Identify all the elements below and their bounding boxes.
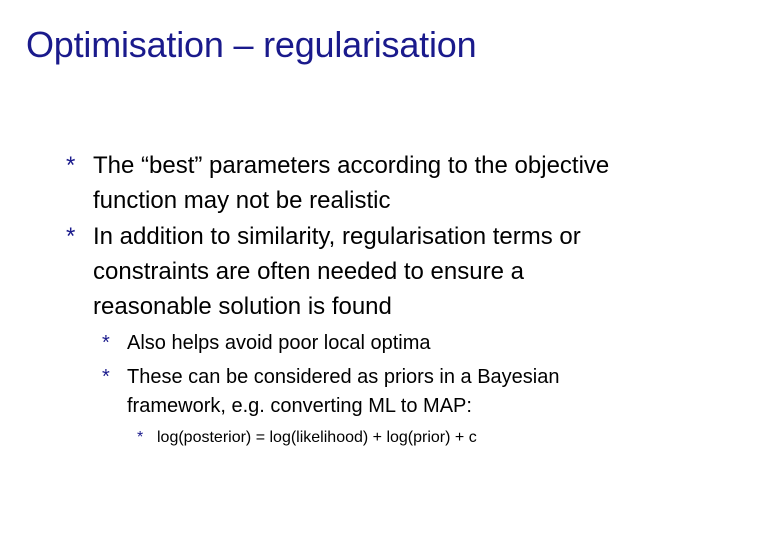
bullet-marker: *: [102, 366, 110, 388]
bullet-marker: *: [66, 152, 76, 179]
bullet-line: Also helps avoid poor local optima: [127, 332, 431, 354]
sub-sub-bullet-item: [137, 427, 697, 449]
bullet-line: These can be considered as priors in a Bayesian: [127, 366, 560, 388]
bullet-item: [66, 148, 726, 218]
bullet-marker: *: [137, 429, 144, 446]
slide-title: Optimisation – regularisation: [26, 24, 477, 65]
sub-bullet-text: [127, 363, 559, 421]
bullet-marker: *: [66, 223, 76, 250]
sub-bullet-item: [102, 363, 702, 421]
bullet-text: [93, 219, 581, 324]
bullet-line: function may not be realistic: [93, 187, 391, 214]
bullet-line: constraints are often needed to ensure a: [93, 258, 524, 285]
sub-bullet-item: [102, 329, 702, 358]
sub-bullet-text: [127, 329, 431, 358]
bullet-line: The “best” parameters according to the objective: [93, 152, 610, 179]
bullet-line: reasonable solution is found: [93, 293, 392, 320]
bullet-item: [66, 219, 726, 324]
sub-sub-bullet-text: [157, 427, 477, 449]
equation-line: log(posterior) = log(likelihood) + log(prior) + c: [157, 429, 477, 446]
bullet-text: [93, 148, 609, 218]
bullet-marker: *: [102, 332, 110, 354]
bullet-line: framework, e.g. converting ML to MAP:: [127, 395, 472, 417]
bullet-line: In addition to similarity, regularisation terms or: [93, 223, 581, 250]
